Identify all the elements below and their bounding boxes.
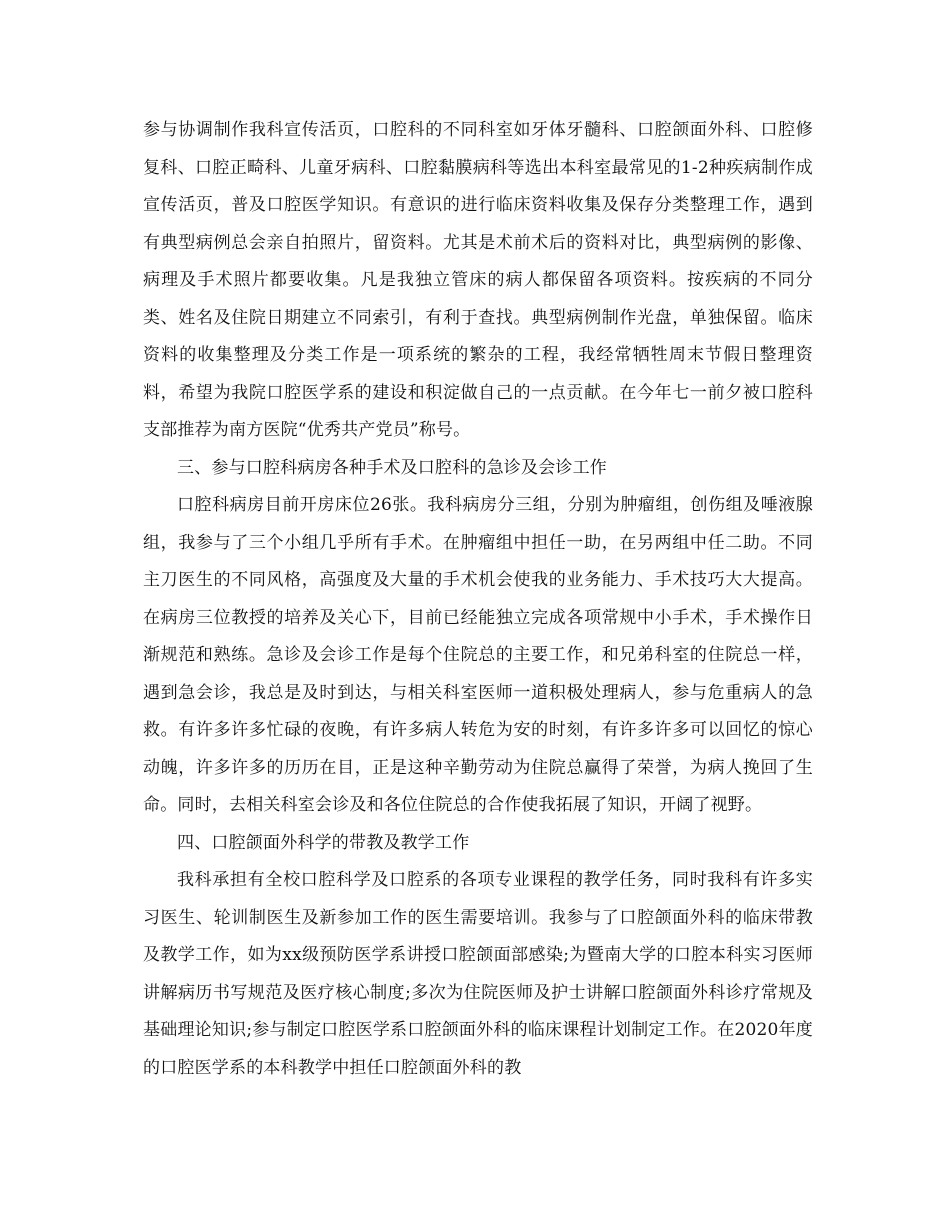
- paragraph-ward-surgery: 口腔科病房目前开房床位26张。我科病房分三组，分别为肿瘤组，创伤组及唾液腺组，我参与了三个小组几乎所有手术。在肿瘤组中担任一助，在另两组中任二助。不同主刀医生的不同风格，高强度及大量的手术机会使我的业务能力、手术技巧大大提高。在病房三位教授的培养及关心下，目前已经能独立完成各项常规中小手术，手术操作日渐规范和熟练。急诊及会诊工作是每个住院总的主要工作，和兄弟科室的住院总一样，遇到急会诊，我总是及时到达，与相关科室医师一道积极处理病人，参与危重病人的急救。有许多许多忙碌的夜晚，有许多病人转危为安的时刻，有许多许多可以回忆的惊心动魄，许多许多的历历在目，正是这种辛勤劳动为住院总赢得了荣誉，为病人挽回了生命。同时，去相关科室会诊及和各位住院总的合作使我拓展了知识，开阔了视野。: [143, 495, 813, 815]
- section-heading-surgery-consultation: 三、参与口腔科病房各种手术及口腔科的急诊及会诊工作: [177, 457, 607, 478]
- document-body: [143, 112, 813, 1087]
- section-heading-teaching: 四、口腔颌面外科学的带教及教学工作: [177, 832, 470, 853]
- paragraph-teaching-work: 我科承担有全校口腔科学及口腔系的各项专业课程的教学任务，同时我科有许多实习医生、轮训制医生及新参加工作的医生需要培训。我参与了口腔颌面外科的临床带教及教学工作，如为xx级预防医学系讲授口腔颌面部感染;为暨南大学的口腔本科实习医师讲解病历书写规范及医疗核心制度;多次为住院医师及护士讲解口腔颌面外科诊疗常规及基础理论知识;参与制定口腔医学系口腔颌面外科的临床课程计划制定工作。在2020年度的口腔医学系的本科教学中担任口腔颌面外科的教: [143, 870, 813, 1078]
- paragraph-materials-collection: 参与协调制作我科宣传活页，口腔科的不同科室如牙体牙髓科、口腔颌面外科、口腔修复科、口腔正畸科、儿童牙病科、口腔黏膜病科等选出本科室最常见的1-2种疾病制作成宣传活页，普及口腔医学知识。有意识的进行临床资料收集及保存分类整理工作，遇到有典型病例总会亲自拍照片，留资料。尤其是术前术后的资料对比，典型病例的影像、病理及手术照片都要收集。凡是我独立管床的病人都保留各项资料。按疾病的不同分类、姓名及住院日期建立不同索引，有利于查找。典型病例制作光盘，单独保留。临床资料的收集整理及分类工作是一项系统的繁杂的工程，我经常牺牲周末节假日整理资料，希望为我院口腔医学系的建设和积淀做自己的一点贡献。在今年七一前夕被口腔科支部推荐为南方医院“优秀共产党员”称号。: [143, 120, 813, 440]
